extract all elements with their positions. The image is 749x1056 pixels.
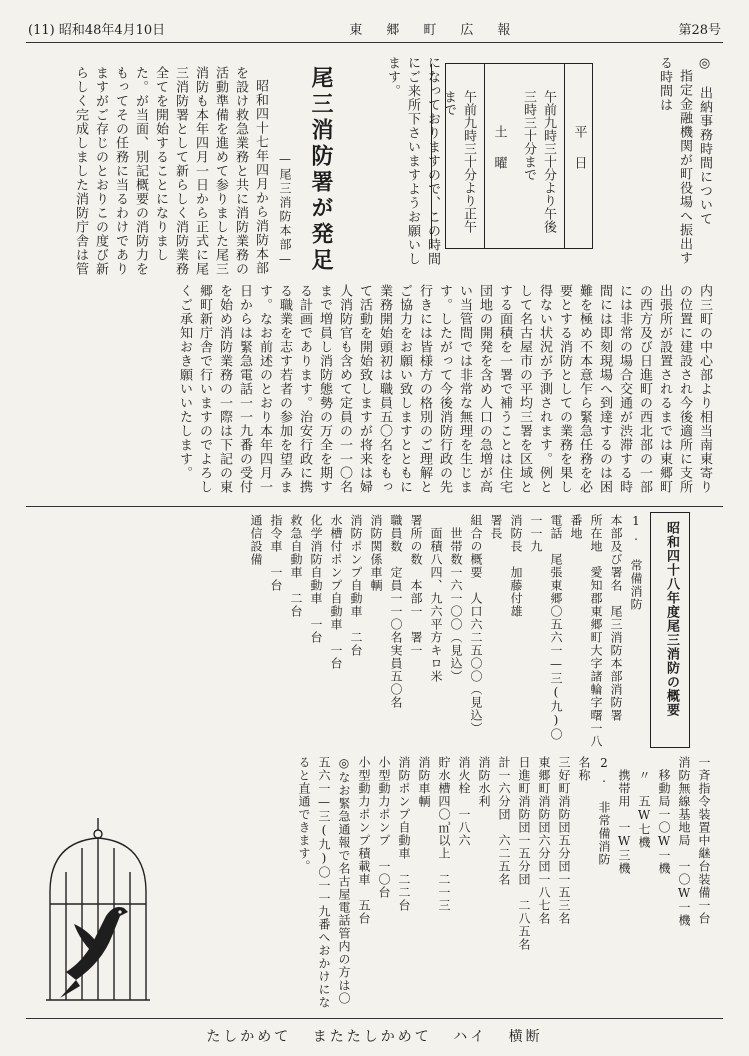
summary-line: 指令車 一台 [269,514,283,592]
summary-line: 消防車輌 [417,756,431,808]
summary-line: 日進町消防団一五分団 二八五名 [517,756,531,951]
summary-line: 水槽付ポンプ自動車 一台 [329,514,343,670]
article-title: 尾三消防署が発足 [308,66,333,274]
summary-line: 化学消防自動車 一台 [309,514,323,644]
summary-section-1 [186,514,646,750]
summary-line: 一斉指令装置中継台装備一台 [697,756,711,925]
hours-row-saturday [431,64,512,248]
summary-line: 消防長 加藤付雄 [509,514,523,618]
summary-line: 所在地 愛知郡東郷町大字諸輪字曙一八番地 [569,514,603,748]
summary-line: 救急自動車 二台 [289,514,303,618]
summary-line: 本部及び署名 尾三消防本部消防署 [609,514,623,722]
page-number: (11) [28,22,55,38]
header-rule [26,42,723,43]
summary-line: 消火栓 一八六 [457,756,471,847]
article-paragraph-1-text: 昭和四十七年四月から消防本部を設け救急業務と共に消防業務の活動準備を進めて参りました尾三消防も本年四月一日から正式に尾三消防署として新らしく消防業務全てを開始することになりました。が当面、別記概要の消防力をもってその任務に当るわけでありますがご存じのとおりこの度び新らしく完成しました消防庁舎は管 [73,66,268,276]
slogan-part: またたしかめて [312,1029,432,1045]
summary-line: 携帯用 一W三機 [617,756,631,875]
summary-title: 昭和四十八年度尾三消防の概要 [650,512,690,748]
article-paragraph-1 [44,66,270,276]
summary-sec1-heading: 1. 常備消防 [629,514,643,611]
summary-line: 名称 [577,756,591,782]
summary-line: 貯水槽四〇㎥以上 二一三 [437,756,451,912]
summary-line: 計一六分団 六二五名 [497,756,511,886]
article-byline: —尾三消防本部— [278,152,292,268]
newspaper-title: 東郷町広報 [349,22,535,38]
summary-line: 消防無線基地局 一〇W一機 [677,756,691,927]
hours-day-weekday: 平日 [564,64,592,248]
notice-closing [362,56,442,266]
summary-line: 消防水利 [477,756,491,808]
summary-sec2-heading: 2. 非常備消防 [597,756,611,866]
notice-closing-text: になっておりますので、この時間にご来所下さいますようお願いします。 [385,56,440,266]
header-date-line [28,19,165,38]
hours-day-saturday: 土曜 [484,64,512,248]
summary-line: 三好町消防団五分団一五三名 [557,756,571,925]
summary-line: 〃 五W七機 [637,756,651,849]
bird-cage-illustration [36,812,160,1008]
summary-line: 組合の概要 人口六二五〇〇（見込） [469,514,483,735]
summary-line: 世帯数一六一〇〇（見込） [449,514,463,683]
summary-line: 面積八四、九六平方キロ米 [429,514,443,683]
summary-line: 署長 [489,514,503,540]
footer-rule [26,1018,723,1019]
notice-text [598,56,714,266]
issue-number: 第28号 [678,22,721,38]
summary-line: 小型動力ポンプ積載車 五台 [357,756,371,925]
summary-line: 通信設備 [249,514,263,566]
notice-heading: ◎ 出納事務時間について [697,56,712,226]
summary-line: 電話 尾張東郷〇五六一—三(九)〇一一九 [529,514,563,741]
slogan-part: ハイ [453,1029,488,1045]
summary-line: 東郷町消防団六分団一八七名 [537,756,551,925]
summary-line: 消防ポンプ自動車 二二台 [397,756,411,912]
slogan-part: たしかめて [206,1029,292,1045]
summary-line: 職員数 定員一一〇名実員五〇名 [389,514,403,709]
summary-line: 署所の数 本部一 署一 [409,514,423,657]
hours-time-saturday: 午前九時三十分より正午まで [441,90,476,233]
footer-slogan [0,1026,749,1046]
slogan-part: 横断 [508,1029,543,1045]
hours-time-weekday: 午前九時三十分より午後三時三十分まで [521,90,556,233]
notice-body: 指定金融機関が町役場へ振出する時間は [657,56,692,265]
summary-line: 消防関係車輌 [369,514,383,592]
article-paragraph-2-text: 内三町の中心部より相当南東寄りの位置に建設され今後適所に支所出張所が設置されるまでは東郷町の西方及び日進町の西北部の一部には非常の場合交通が渋滞する時間には即刻現場へ到達するのは困難を極め不本意乍ら緊急任務を必要とする消防としての業務を果し得ない状況が予測されます。例として名古屋市の平均三署を区域とする面積を一署で補うことは住宅団地の開発を含め人口の急増が高い当管間では非常な無理を生じます。したがって今後消防行政の先行きには皆様方の格別のご理解とご協力をお願い致しますとともに業務開始頭初は職員五〇名をもって活動を開始致しますが将来は婦人消防官も含めて定員の一一〇名まで増員し消防態勢の万全を期する計画であります。治安行政に携る職業を志す若者の参加を望みます。なお前述のとおり本年四月一日からは緊急電話一一九番の受付を始め消防業務の一際は下記の東郷町新庁舎で行いますのでよろしくご承知おき願いいたします。 [177,284,712,494]
article-paragraph-2 [44,284,714,500]
summary-line: 消防ポンプ自動車 二台 [349,514,363,657]
hours-row-weekday [512,64,592,248]
issue-date: 昭和48年4月10日 [58,22,166,38]
summary-section-2 [168,756,714,1012]
section-rule [26,506,723,507]
business-hours-table [441,63,593,249]
summary-note: ◎なお緊急通報で名古屋電話管内の方は〇五六一—三(九)〇一一九番へおかけになると直通できます。 [297,756,351,1009]
summary-line: 小型動力ポンプ 一〇台 [377,756,391,899]
page-header [28,18,721,38]
summary-line: 移動局一〇W一機 [657,756,671,875]
